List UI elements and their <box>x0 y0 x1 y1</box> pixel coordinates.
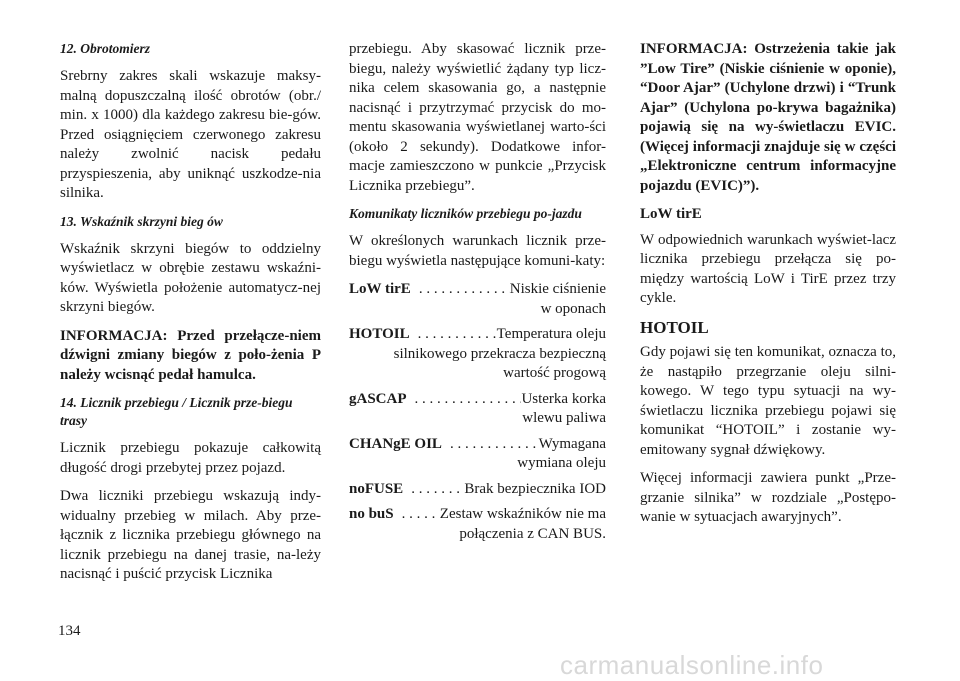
column-right <box>640 40 896 537</box>
message-description: Zestaw wskaźników nie ma <box>439 506 606 522</box>
note-brake-pedal: INFORMACJA: Przed przełącze-niem dźwigni zmiany biegów z poło-żenia P należy wcisnąć pedał hamulca. <box>60 327 321 383</box>
dot-leader <box>410 325 497 345</box>
paragraph-odometer-total: Licznik przebiegu pokazuje całkowitą długość drogi przebytej przez pojazd. <box>60 440 321 476</box>
dot-leader <box>394 505 440 525</box>
message-description: Niskie ciśnienie <box>509 281 606 297</box>
paragraph-hotoil: Gdy pojawi się ten komunikat, oznacza to, że nastąpiło przegrzanie oleju silni-kowego. W tego typu sytuacji na wy-świetlaczu licznika przebiegu pojawi się komunikat “HOTOIL” i zostanie wy-emitowany sygnał dźwiękowy. <box>640 344 896 458</box>
section-heading-tachometer: 12. Obrotomierz <box>60 41 151 56</box>
section-heading-gear-indicator: 13. Wskaźnik skrzyni bieg ów <box>60 213 223 229</box>
message-entry <box>349 280 606 319</box>
dot-leader <box>411 280 510 300</box>
dot-leader <box>403 480 464 500</box>
section-heading-odometer-messages: Komunikaty liczników przebiegu po-jazdu <box>349 206 582 221</box>
paragraph-messages-intro: W określonych warunkach licznik prze-biegu wyświetla następujące komuni-katy: <box>349 233 606 269</box>
note-warnings-evic: INFORMACJA: Ostrzeżenia takie jak ”Low Tire” (Niskie ciśnienie w oponie), “Door Ajar” (Uchylone drzwi) i “Trunk Ajar” (Uchylona po-krywa bagażnika) pojawią się na wy-świetlaczu EVIC. (Więcej informacji znajduje się w części „Elektroniczne centrum informacyjne pojazdu (EVIC)”). <box>640 41 896 194</box>
message-description-continued: wymiana oleju <box>517 455 606 471</box>
message-code: LoW tirE <box>349 281 411 297</box>
message-list <box>349 280 606 544</box>
watermark-logo: carmanualsonline.info <box>560 650 824 680</box>
message-description-continued: wlewu paliwa <box>522 410 606 426</box>
message-description-continued: w oponach <box>540 300 606 317</box>
page-number: 134 <box>58 623 81 639</box>
message-description: Brak bezpiecznika IOD <box>464 480 606 497</box>
message-code: no buS <box>349 506 394 522</box>
paragraph-gear-indicator: Wskaźnik skrzyni biegów to oddzielny wyświetlacz w obrębie zestawu wskaźni-ków. Wyświetla położenie automatycz-nej skrzyni biegów. <box>60 240 321 315</box>
message-entry <box>349 505 606 544</box>
dot-leader <box>442 435 539 455</box>
message-entry <box>349 390 606 429</box>
message-entry <box>349 435 606 474</box>
message-code: HOTOIL <box>349 326 410 342</box>
message-description-continued: silnikowego przekracza bezpieczną wartość progową <box>393 345 606 381</box>
paragraph-trip-reset: przebiegu. Aby skasować licznik prze-biegu, należy wyświetlić żądany typ licz-nika celem skasowania go, a następnie nacisnąć i przytrzymać przycisk do mo-mentu skasowania wyświetlanej warto-ści (około 2 sekundy). Dodatkowe infor-macje zamieszczono w punkcie „Przycisk Licznika przebiegu”. <box>349 41 606 194</box>
message-description-continued: połączenia z CAN BUS. <box>459 525 606 542</box>
message-description: Usterka korka <box>521 390 606 407</box>
message-description: Wymagana <box>538 435 606 452</box>
subheading-low-tire: LoW tirE <box>640 206 702 222</box>
message-code: gASCAP <box>349 390 407 407</box>
message-entry <box>349 480 606 500</box>
message-description: Temperatura oleju <box>496 326 606 342</box>
message-entry <box>349 325 606 384</box>
paragraph-odometer-trip: Dwa liczniki przebiegu wskazują indy-widualny przebieg w milach. Aby prze-łącznik z licznika przebiegu głównego na licznik przebiegu na danej trasie, na-leży nacisnąć i puścić przycisk Licznika <box>60 488 321 582</box>
section-heading-odometer: 14. Licznik przebiegu / Licznik prze-biegu trasy <box>60 395 293 428</box>
paragraph-tachometer: Srebrny zakres skali wskazuje maksy-malną dopuszczalną ilość obrotów (obr./ min. x 1000) dla każdego zakresu bie-gów. Przed osiągnięciem czerwonego zakresu należy zwolnić nacisk pedału przyspieszenia, aby uniknąć uszkodze-nia silnika. <box>60 68 321 201</box>
paragraph-low-tire: W odpowiednich warunkach wyświet-lacz licznika przebiegu przełącza się po-między wartością LoW i TirE przez trzy cykle. <box>640 231 896 306</box>
subheading-hotoil: HOTOIL <box>640 317 709 337</box>
message-code: CHANgE OIL <box>349 435 442 452</box>
column-middle <box>349 40 606 550</box>
paragraph-more-info: Więcej informacji zawiera punkt „Prze-grzanie silnika” w rozdziale „Postępo-wanie w sytuacjach awaryjnych”. <box>640 470 896 525</box>
column-left <box>60 40 321 594</box>
dot-leader <box>407 390 522 410</box>
message-code: noFUSE <box>349 480 404 497</box>
